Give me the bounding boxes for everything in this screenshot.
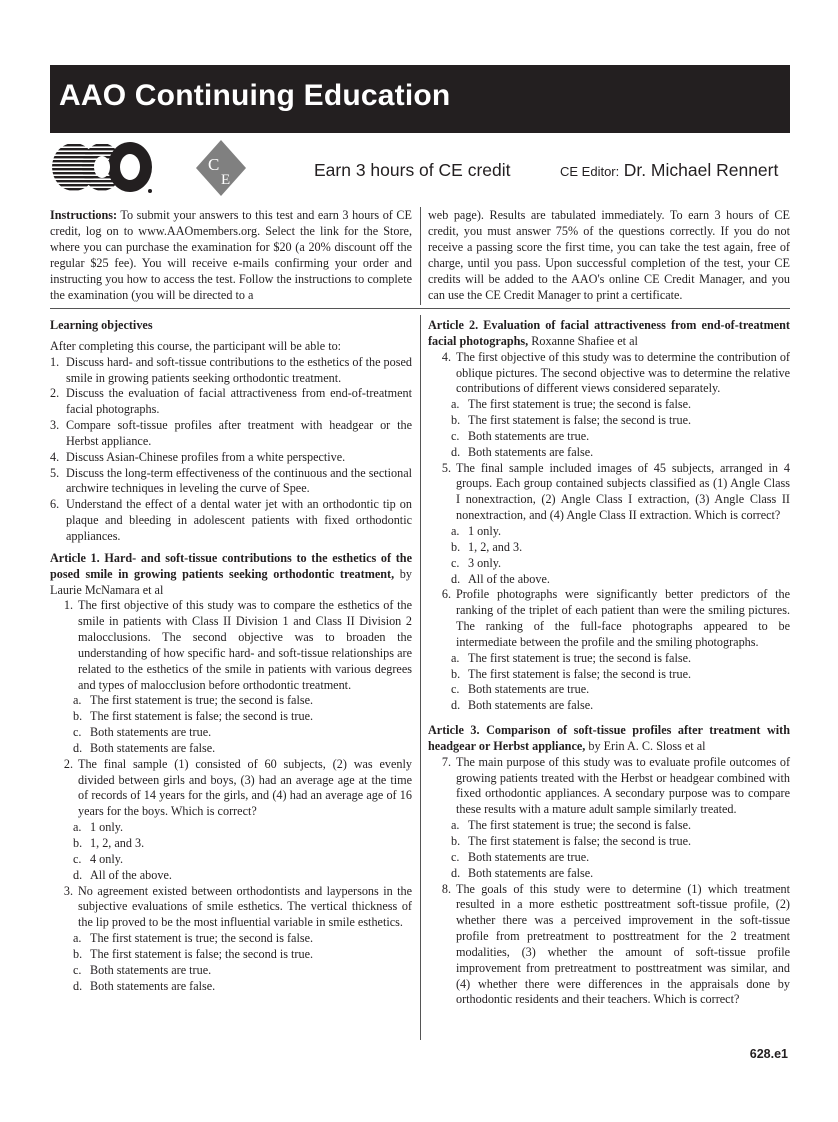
answer-option	[50, 931, 412, 947]
option-letter: c.	[451, 682, 460, 697]
answer-option	[428, 413, 790, 429]
question	[428, 882, 790, 1009]
article-title: Article 1. Hard- and soft-tissue contributions to the esthetics of the posed smile in growing patients seeking orthodontic treatment,	[50, 550, 412, 581]
objective-item	[50, 497, 412, 545]
question	[50, 757, 412, 820]
answer-option	[50, 963, 412, 979]
ce-editor-name: Dr. Michael Rennert	[623, 160, 779, 180]
option-letter: c.	[451, 428, 460, 443]
option-letter: b.	[451, 539, 461, 554]
objectives-list	[50, 355, 412, 545]
question-number: 6.	[441, 587, 451, 602]
page-number: 628.e1	[749, 1047, 788, 1061]
option-letter: b.	[73, 946, 83, 961]
question-number: 4.	[441, 349, 451, 364]
instructions-left	[50, 207, 412, 303]
question-number: 1.	[63, 598, 73, 613]
option-text: The first statement is true; the second is false.	[90, 693, 314, 708]
right-column	[428, 318, 790, 1008]
svg-text:C: C	[208, 155, 220, 174]
answer-option	[428, 397, 790, 413]
answer-option	[50, 693, 412, 709]
option-text: Both statements are false.	[468, 865, 594, 880]
option-text: The first statement is true; the second is false.	[468, 650, 692, 665]
question-number-cell	[428, 587, 451, 650]
question-text: The final sample included images of 45 subjects, arranged in 4 groups. Each group contained subjects classified as (1) Angle Class I nonextraction, (2) Angle Class I extraction, (3) Angle Class II nonextraction, and (4) Angle Class II extraction. Which is correct?	[456, 460, 790, 523]
answer-option	[428, 850, 790, 866]
option-text: 3 only.	[468, 555, 502, 570]
option-letter: b.	[73, 709, 83, 724]
article-title: Article 2. Evaluation of facial attractiveness from end-of-treatment facial photographs,	[428, 318, 790, 348]
instructions-text-left: To submit your answers to this test and earn 3 hours of CE credit, log on to www.AAOmembers.org. Select the link for the Store, where you can purchase the examination for $20 (a 20% discount off the regular $25 fee). You will receive e-mails confirming your order and instructing you how to access the test. Follow the instructions to complete the examination (you will be directed to a	[50, 208, 412, 302]
svg-text:E: E	[221, 172, 231, 188]
option-letter: d.	[451, 865, 461, 880]
answer-option	[50, 709, 412, 725]
option-letter: d.	[451, 571, 461, 586]
question	[428, 350, 790, 398]
ce-editor-label: CE Editor:	[560, 164, 620, 179]
objective-text: Understand the effect of a dental water jet with an orthodontic tip on plaque and bleeding in adolescent patients with fixed orthodontic appliances.	[66, 497, 412, 543]
option-letter: b.	[73, 836, 83, 850]
option-text: All of the above.	[468, 571, 550, 586]
option-letter: c.	[73, 962, 82, 977]
ce-diamond-logo-icon	[196, 140, 246, 196]
question-number: 5.	[441, 460, 451, 475]
answer-option	[50, 741, 412, 757]
column-divider	[420, 315, 421, 1040]
article-author: by Laurie McNamara et al	[50, 566, 412, 597]
answer-option	[428, 429, 790, 445]
question-number-cell	[50, 598, 73, 693]
question-text: The main purpose of this study was to evaluate profile outcomes of growing patients treated with the Herbst or headgear combined with fixed orthodontic appliances. A secondary purpose was to compare these results with a mature adult sample similarly treated.	[456, 754, 790, 817]
article-1	[50, 551, 412, 995]
option-letter: a.	[451, 397, 460, 412]
objective-number: 3.	[50, 418, 60, 433]
option-text: The first statement is true; the second is false.	[90, 931, 314, 946]
column-divider	[420, 207, 421, 305]
instructions-right: web page). Results are tabulated immediately. To earn 3 hours of CE credit, you must answer 75% of the questions correctly. If you do not receive a passing score the first time, you can take the test again, free of charge, until you pass. Upon successful completion of the test, your CE credits will be added to the AAO's online CE Credit Manager, and you can use the CE Credit Manager to print a certificate.	[428, 208, 790, 302]
answer-option	[428, 667, 790, 683]
option-text: Both statements are true.	[468, 682, 590, 697]
question-text: No agreement existed between orthodontists and laypersons in the subjective evaluations of smile esthetics. The vertical thickness of the lip proved to be the most influential variable in smile esthetics.	[78, 883, 412, 930]
option-letter: d.	[451, 444, 461, 459]
question	[428, 587, 790, 650]
option-letter: c.	[73, 851, 82, 866]
answer-option	[428, 866, 790, 882]
option-text: 1 only.	[468, 523, 502, 538]
answer-option	[428, 556, 790, 572]
option-text: The first statement is false; the second is true.	[468, 666, 692, 681]
objective-text: Discuss the long-term effectiveness of the continuous and the sectional archwire techniques in leveling the curve of Spee.	[66, 465, 413, 496]
answer-option	[428, 524, 790, 540]
option-letter: c.	[451, 849, 460, 864]
option-text: 4 only.	[90, 851, 124, 866]
question	[428, 461, 790, 524]
aao-logo-icon	[50, 140, 158, 196]
option-letter: b.	[451, 834, 461, 848]
option-letter: d.	[451, 698, 461, 713]
objective-text: Discuss Asian-Chinese profiles from a white perspective.	[66, 449, 346, 464]
question-number: 2.	[63, 756, 73, 771]
option-text: The first statement is false; the second is true.	[468, 413, 692, 428]
question-number: 3.	[63, 883, 73, 898]
option-text: 1, 2, and 3.	[468, 539, 523, 554]
objective-number: 6.	[50, 497, 60, 512]
objectives-heading: Learning objectives	[50, 318, 153, 332]
option-letter: a.	[73, 820, 82, 835]
answer-option	[428, 540, 790, 556]
article-2	[428, 318, 790, 714]
answer-option	[428, 834, 790, 850]
objective-item	[50, 450, 412, 466]
objectives-intro: After completing this course, the participant will be able to:	[50, 338, 342, 353]
answer-option	[50, 820, 412, 836]
objective-number: 4.	[50, 449, 60, 464]
question-number: 7.	[441, 754, 451, 769]
objective-number: 1.	[50, 354, 60, 369]
option-text: Both statements are false.	[468, 698, 594, 713]
option-letter: a.	[73, 931, 82, 946]
question-text: The goals of this study were to determine (1) which treatment resulted in a more esthetic posttreatment soft-tissue profile, (2) whether there was a perceived improvement in the soft-tissue profile from pretreatment to posttreatment for the 2 treatment modalities, (3) whether the amount of soft-tissue profile improvement from pretreatment to posttreatment was similar, and (4) whether there were differences in the appraisals done by orthodontic residents and their teachers. Which is correct?	[456, 881, 790, 1007]
option-text: Both statements are true.	[90, 962, 212, 977]
question-number-cell	[428, 350, 451, 398]
question-text: The first objective of this study was to compare the esthetics of the smile in patients with Class II Division 1 and Class II Division 2 malocclusions. The second objective was to broaden the understanding of how specific hard- and soft-tissue relationships are related to the esthetics of the smile in patients with various degrees and types of malocclusion before orthodontic treatment.	[78, 598, 412, 692]
option-text: All of the above.	[90, 867, 172, 882]
answer-option	[50, 725, 412, 741]
question-text: The final sample (1) consisted of 60 subjects, (2) was evenly divided between girls and boys, (3) had an average age at the time of records of 14 years for the girls, and (4) had an average age of 16 years for the boys. Which is correct?	[78, 756, 412, 819]
answer-option	[428, 445, 790, 461]
question-text: The first objective of this study was to determine the contribution of oblique pictures. The second objective was to determine the relative contributions of different views considered separately.	[456, 349, 790, 396]
answer-option	[428, 818, 790, 834]
option-text: The first statement is true; the second is false.	[468, 397, 692, 412]
header-banner	[50, 65, 790, 133]
answer-option	[428, 698, 790, 714]
question	[50, 884, 412, 932]
objective-text: Discuss the evaluation of facial attractiveness from end-of-treatment facial photographs.	[66, 386, 412, 417]
option-text: The first statement is false; the second is true.	[90, 709, 314, 724]
instructions-label: Instructions:	[50, 208, 118, 222]
answer-option	[50, 947, 412, 963]
option-letter: c.	[451, 555, 460, 570]
question-number-cell	[428, 461, 451, 524]
answer-option	[50, 979, 412, 995]
question-number-cell	[428, 755, 451, 818]
option-letter: a.	[451, 523, 460, 538]
objective-text: Discuss hard- and soft-tissue contributions to the esthetics of the posed smile in growing patients seeking orthodontic treatment.	[66, 354, 412, 385]
option-letter: b.	[451, 413, 461, 428]
ce-credit-hours: Earn 3 hours of CE credit	[314, 160, 511, 180]
question	[428, 755, 790, 818]
question-text: Profile photographs were significantly better predictors of the ranking of the triplet of each patient than were the smiling pictures. The ranking of the full-face photographs appeared to be intermediate between the profile and the smiling photographs.	[456, 587, 790, 649]
answer-option	[50, 836, 412, 852]
option-letter: b.	[451, 666, 461, 681]
option-text: The first statement is false; the second is true.	[90, 946, 314, 961]
option-text: 1 only.	[90, 820, 124, 835]
article-title: Article 3. Comparison of soft-tissue profiles after treatment with headgear or Herbst appliance,	[428, 723, 790, 753]
question-number-cell	[50, 757, 73, 820]
option-text: Both statements are true.	[90, 725, 212, 740]
option-letter: a.	[451, 650, 460, 665]
option-letter: d.	[73, 978, 83, 993]
answer-option	[428, 651, 790, 667]
option-letter: c.	[73, 725, 82, 740]
option-letter: a.	[451, 818, 460, 833]
answer-option	[50, 852, 412, 868]
objective-text: Compare soft-tissue profiles after treatment with headgear or the Herbst appliance.	[66, 418, 412, 448]
objective-item	[50, 386, 412, 418]
option-text: Both statements are false.	[90, 978, 216, 993]
article-heading	[428, 318, 790, 350]
ce-editor	[560, 160, 778, 181]
left-column	[50, 318, 412, 994]
objective-item	[50, 418, 412, 450]
option-letter: d.	[73, 740, 83, 755]
question-number-cell	[428, 882, 451, 1009]
objective-number: 2.	[50, 386, 60, 401]
article-author: by Erin A. C. Sloss et al	[585, 738, 706, 753]
article-3	[428, 723, 790, 1008]
option-text: The first statement is false; the second is true.	[468, 834, 692, 848]
article-author: Roxanne Shafiee et al	[528, 333, 638, 348]
page-title: AAO Continuing Education	[59, 79, 451, 112]
option-letter: d.	[73, 867, 83, 882]
option-text: 1, 2, and 3.	[90, 836, 145, 850]
option-text: Both statements are false.	[90, 740, 216, 755]
option-text: Both statements are false.	[468, 444, 594, 459]
objective-number: 5.	[50, 465, 60, 480]
objective-item	[50, 355, 412, 387]
answer-option	[50, 868, 412, 884]
question-number: 8.	[441, 881, 451, 896]
answer-option	[428, 572, 790, 588]
option-text: Both statements are true.	[468, 849, 590, 864]
option-text: The first statement is true; the second is false.	[468, 818, 692, 833]
article-heading	[428, 723, 790, 755]
question-number-cell	[50, 884, 73, 932]
option-letter: a.	[73, 693, 82, 708]
question	[50, 598, 412, 693]
option-text: Both statements are true.	[468, 428, 590, 443]
answer-option	[428, 682, 790, 698]
article-heading	[50, 551, 412, 599]
section-divider	[50, 308, 790, 309]
objective-item	[50, 466, 412, 498]
